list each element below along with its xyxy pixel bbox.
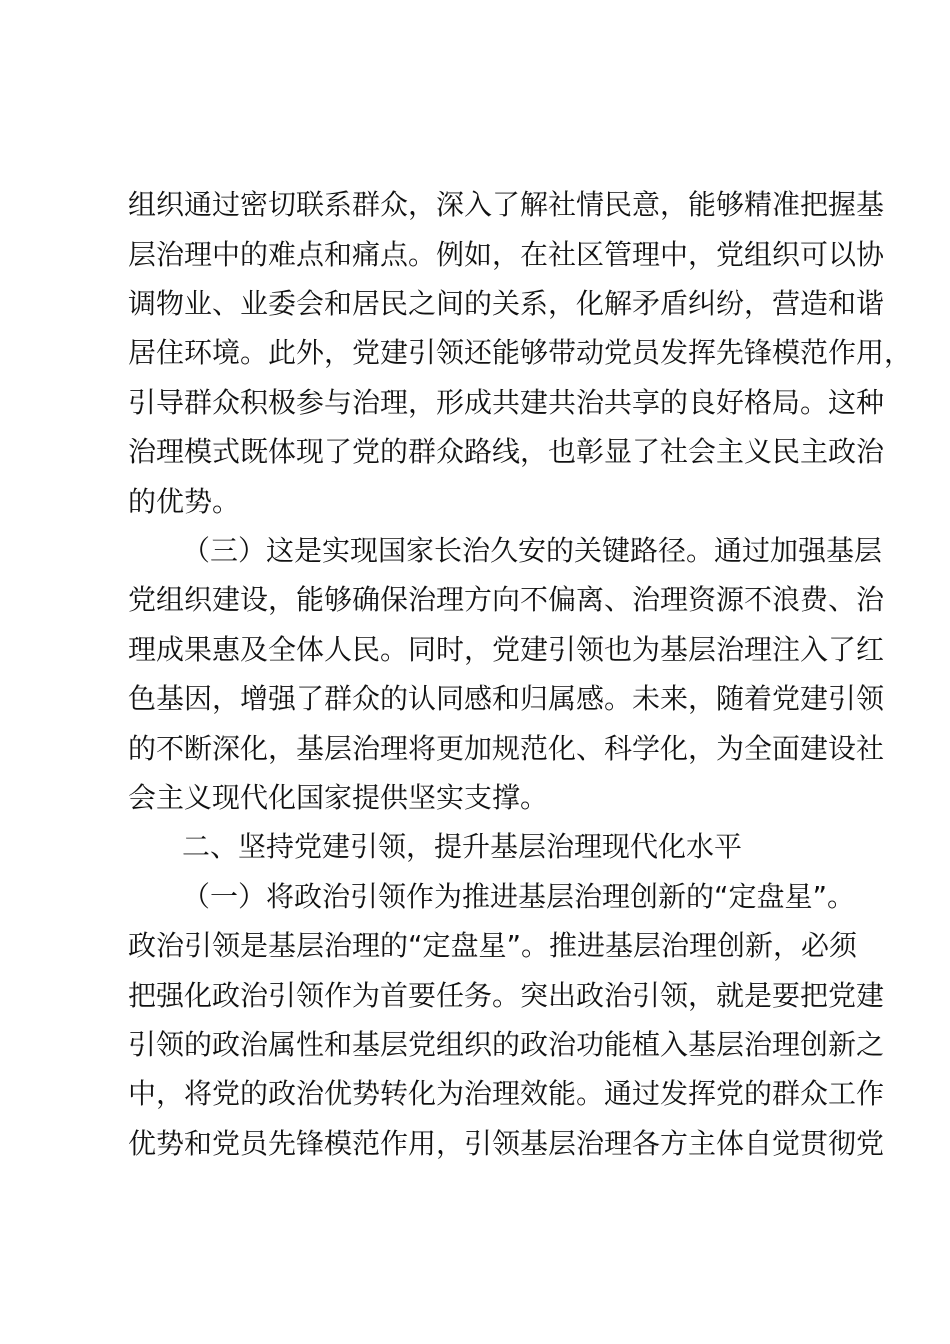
text-line: 引导群众积极参与治理，形成共建共治共享的良好格局。这种	[128, 386, 885, 419]
text-line: 的不断深化，基层治理将更加规范化、科学化，为全面建设社	[128, 732, 885, 765]
text-line: 会主义现代化国家提供坚实支撑。	[128, 781, 549, 814]
text-line: 政治引领是基层治理的“定盘星”。推进基层治理创新，必须	[128, 929, 858, 962]
text-line: 的优势。	[128, 485, 241, 518]
text-line: 理成果惠及全体人民。同时，党建引领也为基层治理注入了红	[128, 633, 885, 666]
text-line: 调物业、业委会和居民之间的关系，化解矛盾纠纷，营造和谐	[128, 287, 885, 320]
text-line: 居住环境。此外，党建引领还能够带动党员发挥先锋模范作用，	[128, 336, 913, 369]
text-line: 组织通过密切联系群众，深入了解社情民意，能够精准把握基	[128, 188, 885, 221]
text-line: 层治理中的难点和痛点。例如，在社区管理中，党组织可以协	[128, 238, 885, 271]
paragraph-start-line: （一）将政治引领作为推进基层治理创新的“定盘星”。	[182, 880, 856, 913]
text-line: 治理模式既体现了党的群众路线，也彰显了社会主义民主政治	[128, 435, 885, 468]
text-line: 把强化政治引领作为首要任务。突出政治引领，就是要把党建	[128, 979, 885, 1012]
text-line: 引领的政治属性和基层党组织的政治功能植入基层治理创新之	[128, 1028, 885, 1061]
text-line: 色基因，增强了群众的认同感和归属感。未来，随着党建引领	[128, 682, 885, 715]
text-line: 中，将党的政治优势转化为治理效能。通过发挥党的群众工作	[128, 1077, 885, 1110]
paragraph-start-line: （三）这是实现国家长治久安的关键路径。通过加强基层	[182, 534, 883, 567]
section-heading: 二、坚持党建引领，提升基层治理现代化水平	[182, 830, 743, 863]
text-line: 党组织建设，能够确保治理方向不偏离、治理资源不浪费、治	[128, 583, 885, 616]
text-line: 优势和党员先锋模范作用，引领基层治理各方主体自觉贯彻党	[128, 1127, 885, 1160]
